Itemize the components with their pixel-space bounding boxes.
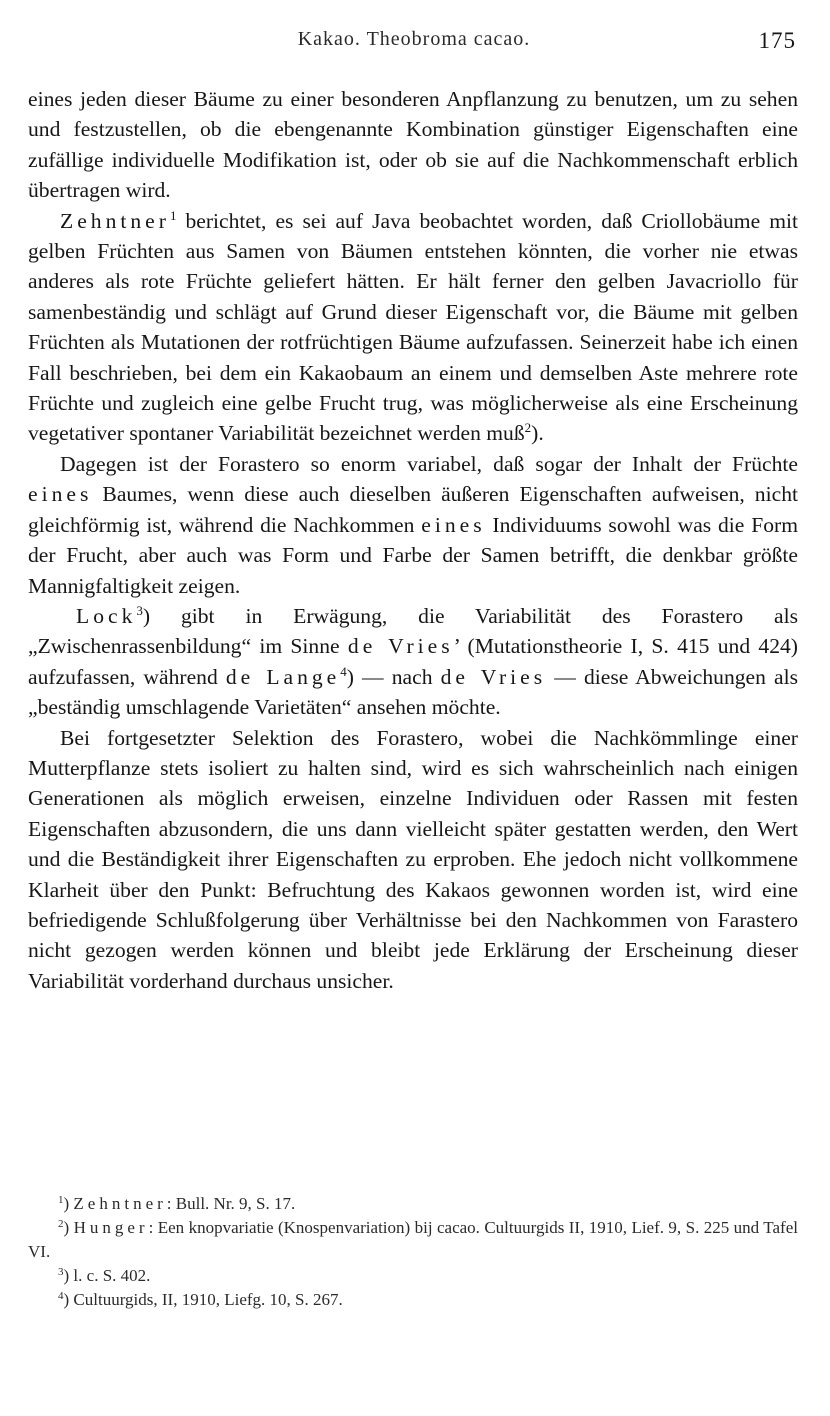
footnote-author: Hunger — [73, 1218, 149, 1237]
footnote-ref-2: 2 — [524, 420, 532, 436]
paragraph-5-text: Bei fortgesetzter Selektion des Forastero, wobei die Nachkömmlinge einer Mutterpflanze stets isoliert zu halten sind, wird es sich wahrscheinlich nach einigen Generationen als möglich erweisen, einzelne Individuen oder Rassen mit festen Eigenschaften abzusondern, die uns dann vielleicht später gestatten werden, den Wert und die Beständigkeit ihrer Eigenschaften zu erproben. Ehe jedoch nicht vollkommene Klarheit über den Punkt: Befruchtung des Kakaos gewonnen worden ist, wird eine befriedigende Schlußfolgerung über Verhältnisse bei den Nachkommen von Farastero nicht gezogen werden können und bleibt jede Erklärung der Erscheinung dieser Variabilität vorderhand durchaus unsicher. — [28, 725, 798, 993]
page-number: 175 — [758, 28, 796, 53]
footnote-number: 1 — [58, 1194, 64, 1206]
emphasis-eines-1: eines — [28, 482, 93, 507]
running-title: Kakao. Theobroma cacao. — [297, 28, 531, 50]
footnote-ref-4: 4 — [340, 663, 347, 679]
footnote-text: : Een knopvariatie (Knospenvariation) bij cacao. Cultuurgids II, 1910, Lief. 9, S. 225 und Tafel VI. — [28, 1218, 798, 1261]
emphasis-eines-2: eines — [421, 512, 486, 537]
paragraph-3-part-c: Individuums sowohl was die Form der Frucht, aber auch was Form und Farbe der Samen betrifft, die denkbar größte Mannigfaltigkeit zeigen. — [28, 512, 798, 598]
footnote-4: $^4$) Cultuurgids, II, 1910, Liefg. 10, S. 267. — [58, 1290, 343, 1309]
footnote-number: 3 — [58, 1266, 64, 1278]
footnote-text: l. c. S. 402. — [73, 1266, 151, 1285]
paragraph-2-end: ). — [531, 421, 544, 446]
footnote-1: $^1$) Zehntner: Bull. Nr. 9, S. 17. — [58, 1194, 296, 1213]
paragraph-2 — [28, 206, 798, 449]
author-de-vries-2: de Vries — [440, 664, 547, 689]
footnote-3: $^3$) l. c. S. 402. — [58, 1266, 151, 1285]
author-zehntner: Zehntner — [60, 208, 170, 233]
author-de-lange: de Lange — [225, 664, 341, 689]
footnote-author: Zehntner — [73, 1194, 167, 1213]
paragraph-3 — [28, 449, 798, 601]
paragraph-2-text: berichtet, es sei auf Java beobachtet worden, daß Criollobäume mit gelben Früchten aus Samen von Bäumen entstehen könnten, die vorher nie etwas anderes als rote Früchte geliefert hätten. Er hält ferner den gelben Javacriollo für samenbeständig und schlägt auf Grund dieser Eigenschaft vor, die Bäume mit gelben Früchten als Mutationen der rotfrüchtigen Bäume aufzufassen. Seinerzeit habe ich einen Fall beschrieben, bei dem ein Kakaobaum an einem und demselben Aste mehrere rote Früchte und zugleich eine gelbe Frucht trug, was möglicherweise als eine Erscheinung vegetativer spontaner Variabilität bezeichnet werden muß — [28, 208, 798, 446]
paragraph-4-part-d: — diese Abweichungen als „beständig umschlagende Varietäten“ ansehen möchte. — [28, 664, 799, 720]
footnotes — [28, 1192, 798, 1312]
footnote-text: : Bull. Nr. 9, S. 17. — [166, 1194, 296, 1213]
main-text — [28, 84, 798, 996]
paragraph-4 — [28, 601, 798, 723]
paragraph-3-part-a: Dagegen ist der Forastero so enorm variabel, daß sogar der Inhalt der Früchte — [60, 451, 798, 476]
footnote-number: 2 — [58, 1218, 64, 1230]
footnote-ref-3: 3 — [136, 602, 143, 618]
footnote-ref-1: 1 — [169, 207, 177, 223]
paragraph-4-part-c: ) — nach — [346, 664, 441, 689]
paragraph-1-text: eines jeden dieser Bäume zu einer besonderen Anpflanzung zu benutzen, um zu sehen und festzustellen, ob die ebengenannte Kombination günstiger Eigenschaften eine zufällige individuelle Modifikation ist, oder ob sie auf die Nachkommenschaft erblich übertragen wird. — [28, 87, 798, 203]
footnote-text: Cultuurgids, II, 1910, Liefg. 10, S. 267. — [73, 1290, 343, 1309]
paragraph-1 — [28, 84, 798, 206]
footnote-number: 4 — [58, 1290, 64, 1302]
paragraph-4-part-b: ’ (Mutationstheorie I, S. 415 und 424) aufzufassen, während — [28, 634, 798, 689]
author-lock: Lock — [76, 603, 137, 628]
footnote-2: $^2$) Hunger: Een knopvariatie (Knospenvariation) bij cacao. Cultuurgids II, 1910, Lief. 9, S. 225 und Tafel VI. — [28, 1218, 798, 1261]
paragraph-3-part-b: Baumes, wenn diese auch dieselben äußeren Eigenschaften aufweisen, nicht gleichförmig ist, während die Nachkommen — [28, 482, 798, 537]
paragraph-4-part-a: ) gibt in Erwägung, die Variabilität des Forastero als „Zwischenrassenbildung“ im Sinne — [28, 603, 798, 659]
paragraph-5 — [28, 723, 798, 997]
author-de-vries-1: de Vries — [347, 634, 454, 659]
running-header — [28, 28, 800, 58]
